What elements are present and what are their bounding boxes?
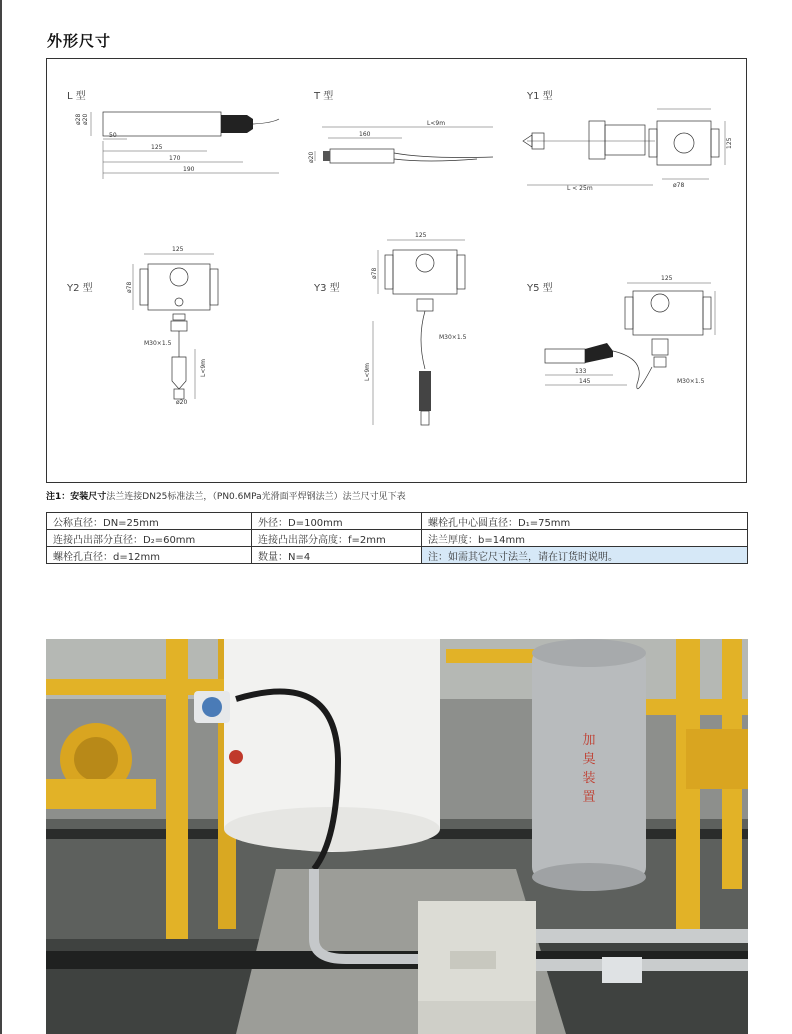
note-bold: 安装尺寸 (70, 492, 107, 502)
y3-dim-125: 125 (415, 232, 427, 239)
tank-text-char: 加 (582, 733, 596, 748)
l-dim-125: 125 (151, 144, 163, 151)
table-cell: 法兰厚度：b=14mm (422, 530, 748, 547)
l-dim-50: 50 (109, 132, 117, 139)
note-text: 法兰连接DN25标准法兰，（PN0.6MPa光滑面平焊钢法兰）法兰尺寸见下表 (106, 492, 406, 502)
y1-dim-d78: ø78 (673, 182, 685, 189)
type-label-y1: Y1 型 (527, 91, 553, 102)
y5-dim-125: 125 (661, 275, 673, 282)
table-row (47, 547, 748, 564)
table-cell: 连接凸出部分高度：f=2mm (252, 530, 422, 547)
y5-type-drawing (545, 275, 715, 389)
type-label-y2: Y2 型 (67, 283, 93, 294)
table-cell: 连接凸出部分直径：D₂=60mm (47, 530, 252, 547)
l-type-drawing (75, 112, 279, 179)
y2-dim-d78: ø78 (126, 281, 133, 293)
note-prefix: 注1： (46, 492, 71, 502)
y3-dim-l9m: L<9m (364, 362, 371, 381)
tank-text-char: 置 (582, 790, 596, 805)
l-dim-d28: ø28 (75, 113, 82, 125)
type-label-y3: Y3 型 (314, 283, 340, 294)
y2-dim-125: 125 (172, 246, 184, 253)
l-dim-d20: ø20 (82, 113, 89, 125)
table-row (47, 530, 748, 547)
table-row (47, 513, 748, 530)
t-dim-d20: ø20 (308, 151, 315, 163)
t-dim-160: 160 (359, 131, 371, 138)
l-dim-170: 170 (169, 155, 181, 162)
page-left-rule (0, 0, 2, 1034)
table-cell: 数量：N=4 (252, 547, 422, 564)
dimension-drawing-frame (46, 58, 747, 483)
installation-photo (46, 639, 748, 1034)
installation-photo-illustration (46, 639, 748, 1034)
table-cell: 螺栓孔直径：d=12mm (47, 547, 252, 564)
flange-spec-table (46, 512, 748, 564)
tank-text-char: 装 (582, 771, 596, 786)
y2-type-drawing (126, 246, 218, 406)
dimension-drawings (47, 59, 748, 484)
y1-type-drawing (523, 109, 733, 192)
y3-dim-d78: ø78 (371, 267, 378, 279)
y5-dim-145: 145 (579, 378, 591, 385)
type-label-t: T 型 (314, 91, 334, 102)
type-label-y5: Y5 型 (527, 283, 553, 294)
section-title: 外形尺寸 (47, 32, 112, 50)
y2-dim-m30: M30×1.5 (144, 340, 172, 347)
y1-dim-125: 125 (726, 137, 733, 149)
y1-dim-l25m: L < 25m (567, 185, 593, 192)
installation-note (46, 489, 406, 502)
y3-type-drawing (364, 232, 467, 425)
tank-text-char: 臭 (582, 752, 596, 767)
table-cell: 外径：D=100mm (252, 513, 422, 530)
y2-dim-d20: ø20 (176, 399, 188, 406)
type-label-l: L 型 (67, 91, 86, 102)
y3-dim-m30: M30×1.5 (439, 334, 467, 341)
t-dim-l9m: L<9m (427, 120, 446, 127)
table-cell: 螺栓孔中心圆直径：D₁=75mm (422, 513, 748, 530)
l-dim-190: 190 (183, 166, 195, 173)
table-cell-highlighted: 注：如需其它尺寸法兰，请在订货时说明。 (422, 547, 748, 564)
t-type-drawing (308, 120, 493, 163)
y5-dim-m30: M30×1.5 (677, 378, 705, 385)
y2-dim-l9m: L<9m (200, 358, 207, 377)
y5-dim-133: 133 (575, 368, 587, 375)
table-cell: 公称直径：DN=25mm (47, 513, 252, 530)
